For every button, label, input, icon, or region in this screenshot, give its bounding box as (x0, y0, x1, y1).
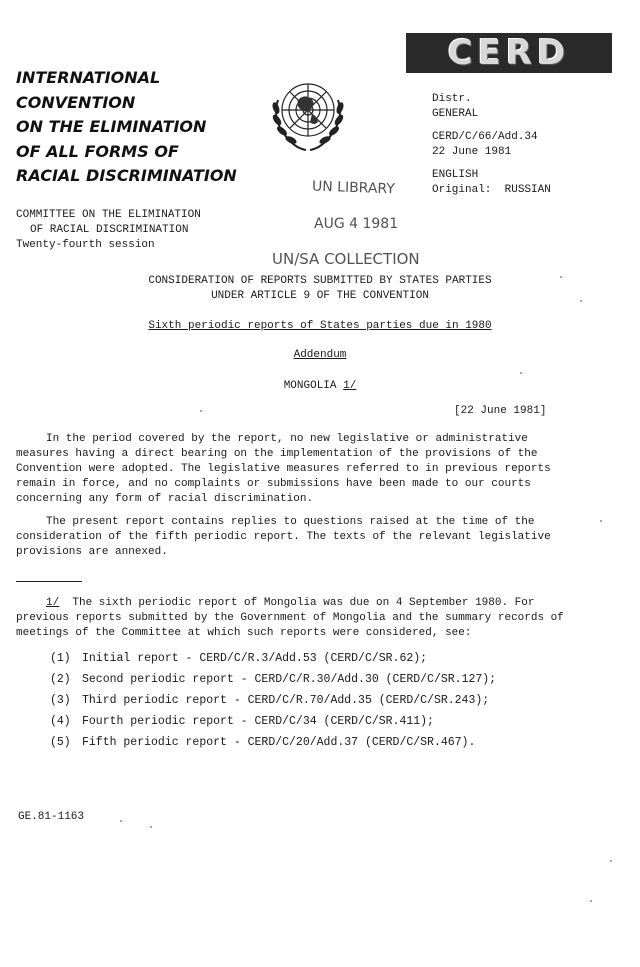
footnote-ref: 1/ (343, 380, 357, 392)
scan-speck (590, 900, 592, 902)
footnote-marker: 1/ (46, 597, 60, 609)
item-number: (2) (50, 673, 71, 686)
country-heading (0, 379, 640, 394)
subheading-text: Sixth periodic reports of States parties due in 1980 (148, 320, 492, 332)
addendum-heading (0, 348, 640, 363)
footnote-line: meetings of the Committee at which such reports were considered, see: (16, 627, 472, 639)
item-text: Fifth periodic report - CERD/C/20/Add.37 (CERD/C/SR.467). (82, 736, 476, 749)
document-language: ENGLISH (432, 169, 479, 181)
collection-stamp: UN/SA COLLECTION (272, 250, 420, 268)
committee-line: COMMITTEE ON THE ELIMINATION (16, 209, 201, 221)
original-language (432, 183, 551, 198)
section-heading-line1: CONSIDERATION OF REPORTS SUBMITTED BY STATES PARTIES (148, 275, 492, 287)
subheading (0, 319, 640, 334)
item-text: Fourth periodic report - CERD/C/34 (CERD/C/SR.411); (82, 715, 434, 728)
document-date: 22 June 1981 (432, 146, 512, 158)
title-line: INTERNATIONAL (16, 68, 161, 87)
list-item (50, 732, 496, 753)
scan-speck (600, 520, 602, 522)
paragraph-line: Convention were adopted. The legislative measures referred to in previous reports (16, 463, 551, 475)
item-text: Third periodic report - CERD/C/R.70/Add.35 (CERD/C/SR.243); (82, 694, 490, 707)
footnote-line (46, 596, 564, 611)
item-number: (3) (50, 694, 71, 707)
scan-speck (120, 820, 122, 822)
job-number: GE.81-1163 (18, 811, 85, 823)
paragraph-line: The present report contains replies to questions raised at the time of the (46, 516, 535, 528)
list-item (50, 690, 496, 711)
list-item (50, 669, 496, 690)
paragraph-line: measures having a direct bearing on the implementation of the provisions of the (16, 448, 538, 460)
paragraph-line: In the period covered by the report, no new legislative or administrative (46, 433, 528, 445)
paragraph-line: concerning any form of racial discrimination. (16, 493, 314, 505)
title-line: OF ALL FORMS OF (16, 141, 179, 161)
original-value: RUSSIAN (504, 184, 551, 196)
scan-speck (200, 410, 202, 412)
footnote-divider (16, 581, 82, 582)
addendum-text: Addendum (293, 349, 347, 361)
cerd-logo-text: CERD (447, 33, 571, 73)
cerd-logo (406, 33, 612, 73)
distribution-info (432, 92, 551, 198)
section-heading-line2: UNDER ARTICLE 9 OF THE CONVENTION (211, 290, 429, 302)
title-line: ON THE ELIMINATION (16, 117, 207, 136)
list-item (50, 648, 496, 669)
report-list (50, 648, 496, 753)
item-number: (4) (50, 715, 71, 728)
paragraph-2 (16, 515, 568, 560)
committee-line: OF RACIAL DISCRIMINATION (30, 224, 189, 236)
library-stamp: UN LIBRARY (311, 178, 396, 198)
list-item (50, 711, 496, 732)
convention-title (16, 66, 256, 189)
title-line: RACIAL DISCRIMINATION (16, 166, 237, 185)
scan-speck (520, 372, 522, 374)
paragraph-1 (16, 432, 568, 507)
paragraph-line: provisions are annexed. (16, 546, 168, 558)
original-label: Original: (432, 184, 492, 196)
distr-value: GENERAL (432, 108, 479, 120)
footnote-line: previous reports submitted by the Government of Mongolia and the summary records of (16, 612, 564, 624)
item-number: (5) (50, 736, 71, 749)
received-date-stamp: AUG 4 1981 (314, 216, 399, 232)
session: Twenty-fourth session (16, 239, 155, 251)
scan-speck (580, 300, 582, 302)
document-symbol: CERD/C/66/Add.34 (432, 131, 538, 143)
un-emblem-icon (262, 70, 354, 162)
item-text: Second periodic report - CERD/C/R.30/Add.30 (CERD/C/SR.127); (82, 673, 497, 686)
scan-speck (150, 826, 152, 828)
scan-speck (560, 276, 562, 278)
footnote (16, 596, 564, 641)
distr-label: Distr. (432, 93, 472, 105)
scan-speck (610, 860, 612, 862)
item-text: Initial report - CERD/C/R.3/Add.53 (CERD/C/SR.62); (82, 652, 428, 665)
paragraph-line: remain in force, and no complaints or submissions have been made to our courts (16, 478, 531, 490)
item-number: (1) (50, 652, 71, 665)
country-name: MONGOLIA (283, 380, 337, 392)
committee-block (16, 208, 201, 253)
report-date: [22 June 1981] (454, 405, 547, 417)
footnote-line-text: The sixth periodic report of Mongolia was due on 4 September 1980. For (72, 597, 535, 609)
title-line: CONVENTION (16, 92, 136, 112)
paragraph-line: consideration of the fifth periodic report. The texts of the relevant legislative (16, 531, 551, 543)
